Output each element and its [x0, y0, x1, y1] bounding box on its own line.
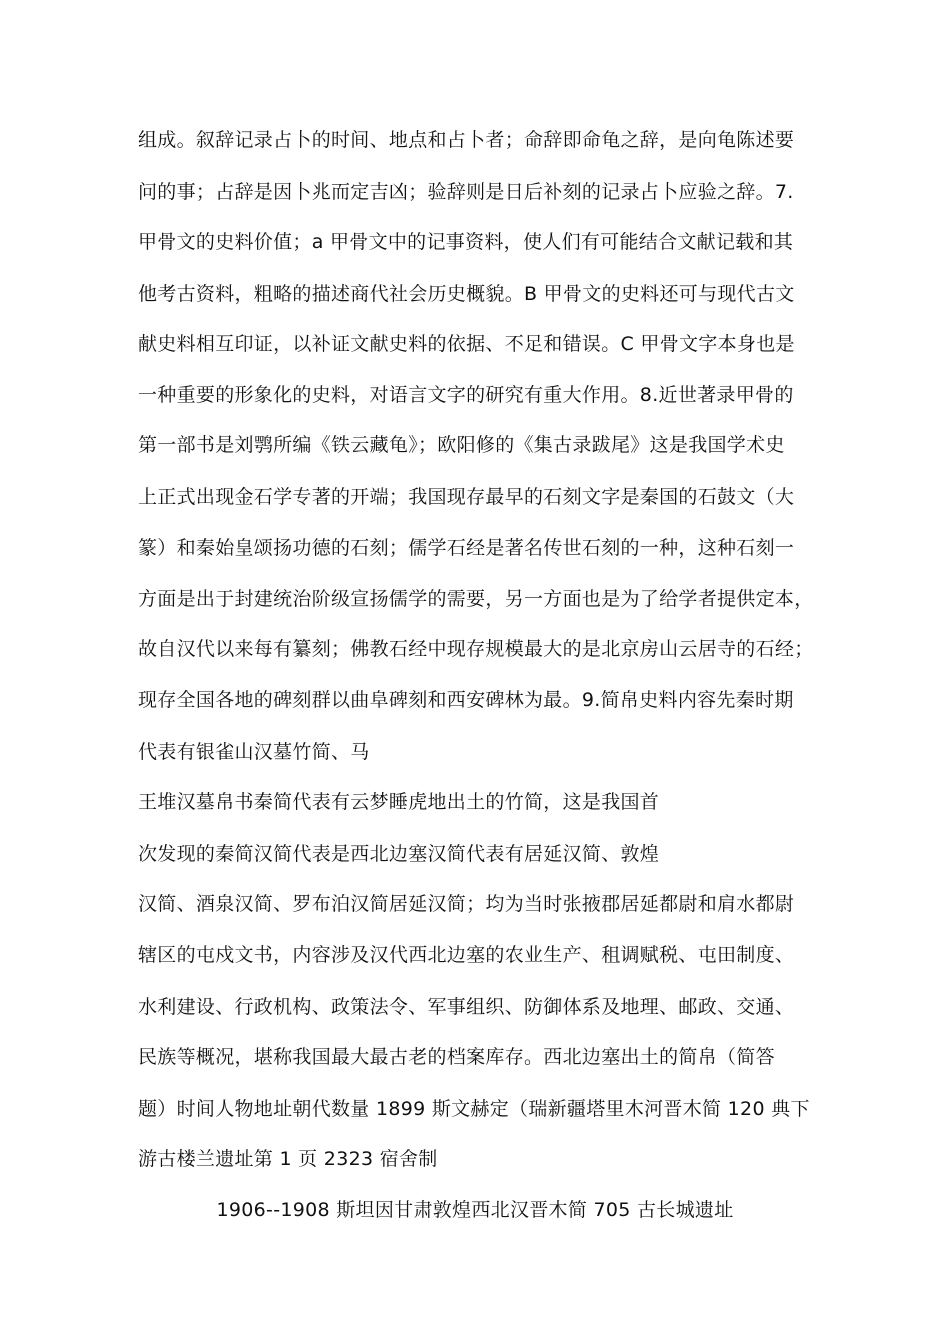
text-line: 问的事；占辞是因卜兆而定吉凶；验辞则是日后补刻的记录占卜应验之辞。7.	[138, 181, 794, 203]
text-line: 组成。叙辞记录占卜的时间、地点和占卜者；命辞即命龟之辞，是向龟陈述要	[138, 129, 795, 151]
text-line: 献史料相互印证，以补证文献史料的依据、不足和错误。C 甲骨文字本身也是	[138, 333, 795, 355]
text-line: 甲骨文的史料价值；a 甲骨文中的记事资料，使人们有可能结合文献记载和其	[138, 231, 794, 253]
text-line: 现存全国各地的碑刻群以曲阜碑刻和西安碑林为最。9.简帛史料内容先秦时期	[138, 689, 794, 711]
text-line: 题）时间人物地址朝代数量 1899 斯文赫定（瑞新疆塔里木河晋木简 120 典下	[138, 1098, 810, 1120]
text-line: 一种重要的形象化的史料，对语言文字的研究有重大作用。8.近世著录甲骨的	[138, 384, 794, 406]
text-line: 上正式出现金石学专著的开端；我国现存最早的石刻文字是秦国的石鼓文（大	[138, 486, 795, 508]
text-line: 方面是出于封建统治阶级宣扬儒学的需要，另一方面也是为了给学者提供定本，	[138, 588, 814, 610]
text-line: 水利建设、行政机构、政策法令、军事组织、防御体系及地理、邮政、交通、	[138, 996, 795, 1018]
text-line: 汉简、酒泉汉简、罗布泊汉简居延汉简；均为当时张掖郡居延都尉和肩水都尉	[138, 893, 795, 915]
text-line: 故自汉代以来每有纂刻；佛教石经中现存规模最大的是北京房山云居寺的石经；	[138, 638, 814, 660]
text-line: 篆）和秦始皇颂扬功德的石刻；儒学石经是著名传世石刻的一种，这种石刻一	[138, 537, 795, 559]
text-line: 王堆汉墓帛书秦简代表有云梦睡虎地出土的竹简，这是我国首	[138, 791, 660, 813]
text-line: 第一部书是刘鹗所编《铁云藏龟》；欧阳修的《集古录跋尾》这是我国学术史	[138, 434, 785, 456]
text-line: 次发现的秦简汉简代表是西北边塞汉简代表有居延汉简、敦煌	[138, 843, 660, 865]
text-line: 他考古资料，粗略的描述商代社会历史概貌。B 甲骨文的史料还可与现代古文	[138, 283, 795, 305]
text-line: 游古楼兰遗址第 1 页 2323 宿舍制	[138, 1148, 438, 1170]
text-line: 民族等概况，堪称我国最大最古老的档案库存。西北边塞出土的简帛（简答	[138, 1046, 775, 1068]
text-line: 代表有银雀山汉墓竹简、马	[138, 741, 370, 763]
centered-text-line: 1906--1908 斯坦因甘肃敦煌西北汉晋木简 705 古长城遗址	[216, 1199, 734, 1221]
text-line: 辖区的屯戍文书，内容涉及汉代西北边塞的农业生产、租调赋税、屯田制度、	[138, 944, 795, 966]
